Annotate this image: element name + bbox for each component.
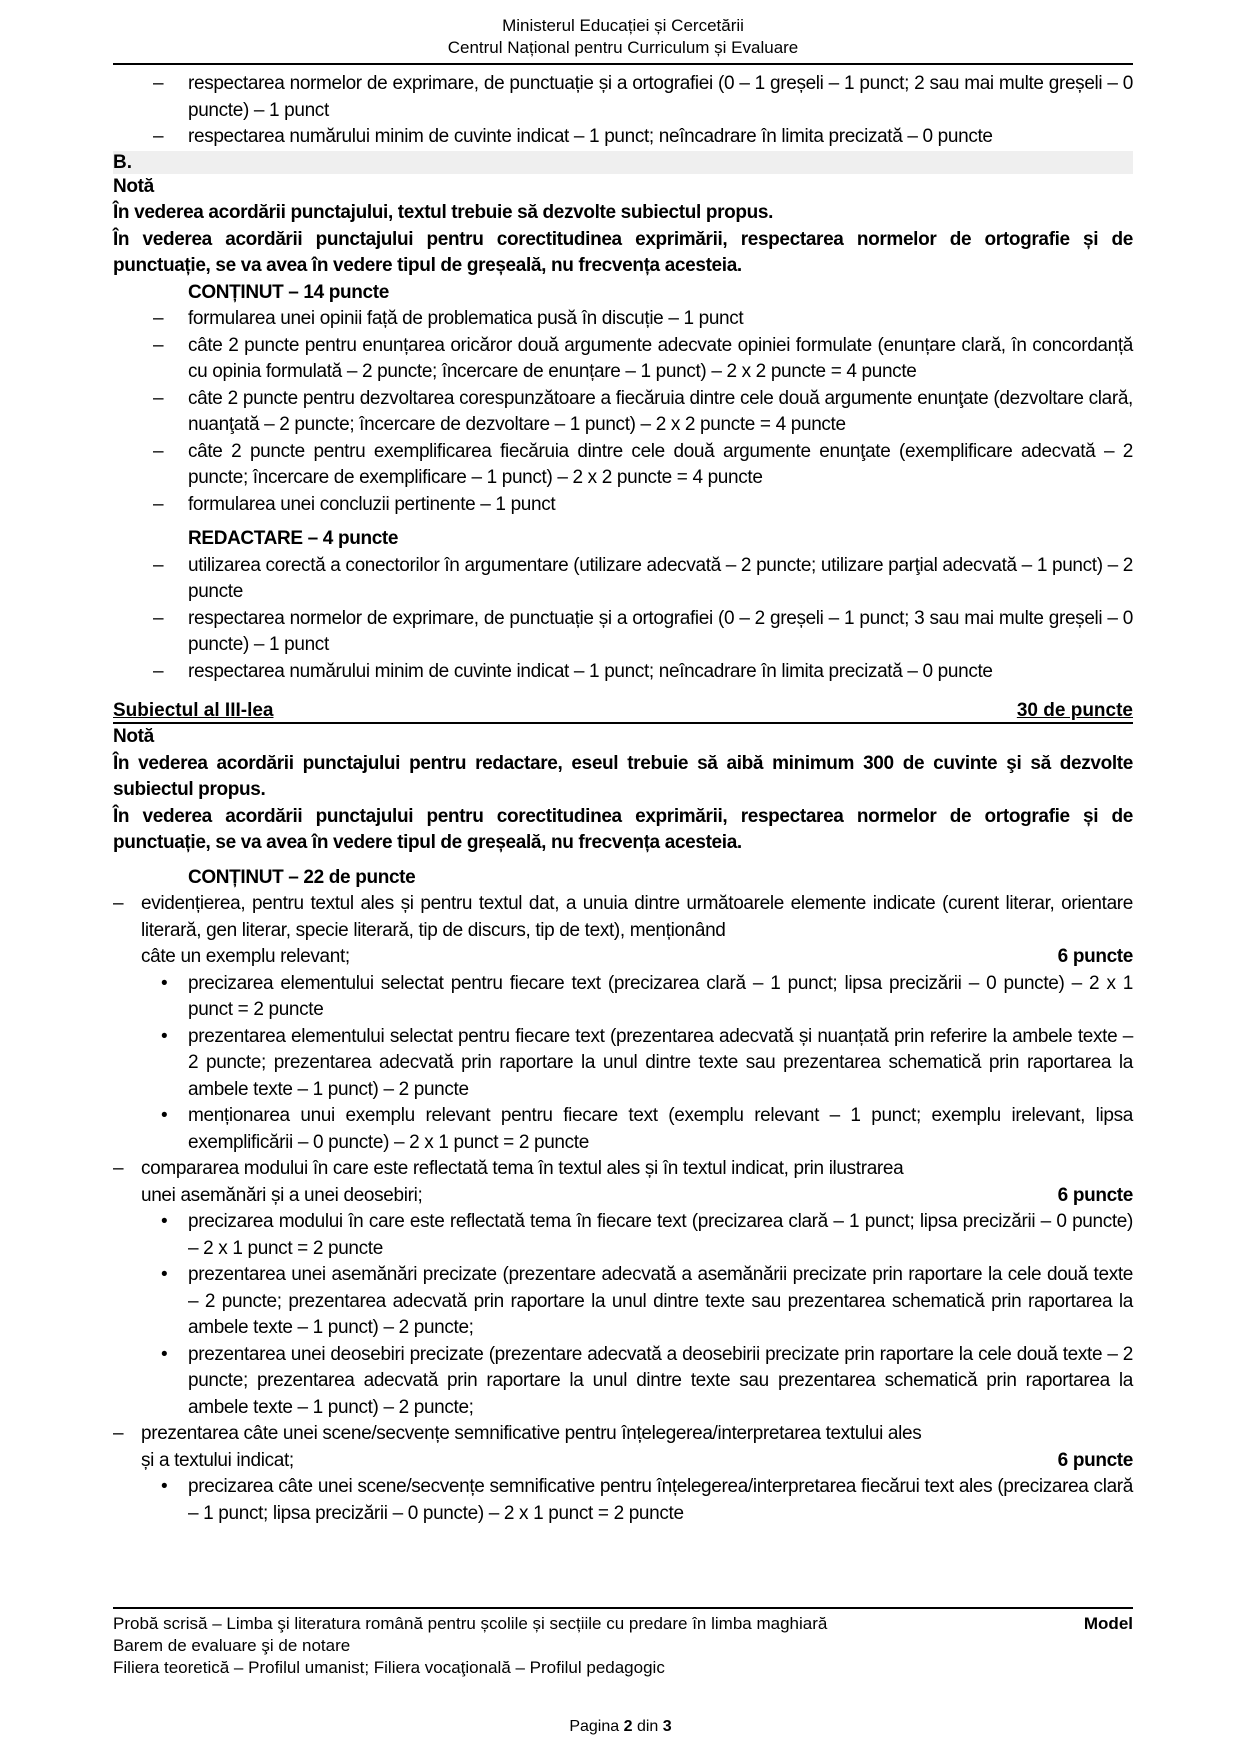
page-header [113,0,1133,59]
page-total: 3 [662,1718,672,1735]
dash-icon: – [153,73,164,94]
bullet-icon: • [161,1343,168,1365]
dash-icon: – [153,554,164,576]
dash-icon: – [153,334,164,356]
nota-text: În vederea acordării punctajului pentru redactare, eseul trebuie să aibă minimum 300 de cuvinte şi să dezvolte subiectul propus. [113,752,1133,800]
list-item: – formularea unei opinii față de problematica pusă în discuție – 1 punct [113,306,1133,333]
sub-item: • prezentarea unei deosebiri precizate (prezentare adecvată a deosebirii precizate prin raportare la cele două texte – 2 puncte; prezentarea adecvată prin raportare la unul dintre texte sau prezentarea schematică prin raportarea la ambele texte – 1 punct) – 2 puncte; [161,1343,1133,1418]
section-b-label: B. [113,151,1133,174]
criterion: – evidențierea, pentru textul ales și pentru textul dat, a unuia dintre următoarele elemente indicate (curent literar, orientare literară, gen literar, specie literară, tip de discurs, tip de text), menționând câte un exemplu relevant; 6 puncte [113,891,1133,971]
sub-item: • precizarea elementului selectat pentru fiecare text (precizarea clară – 1 punct; lipsa precizării – 0 puncte) – 2 x 1 punct = 2 puncte [161,972,1133,1020]
page-number: Pagina 2 din 3 [569,1718,672,1735]
dash-icon: – [153,126,164,147]
header-rule [113,63,1133,65]
bullet-icon: • [161,1211,168,1232]
footer-rule [113,1607,1133,1609]
bullet-icon: • [161,972,168,994]
footer-exam: Probă scrisă – Limba şi literatura română pentru școlile și secțiile cu predare în limba maghiară [113,1614,828,1633]
list-item: – respectarea normelor de exprimare, de punctuație și a ortografiei (0 – 1 greșeli – 1 punct; 2 sau mai multe greșeli – 0 puncte) – 1 punct [153,73,1133,121]
subject-title: Subiectul al III-lea [113,700,274,721]
list-item: – respectarea numărului minim de cuvinte indicat – 1 punct; neîncadrare în limita precizată – 0 puncte [113,659,1133,686]
redactare-heading: REDACTARE – 4 puncte [188,528,399,549]
bullet-icon: • [161,1105,168,1126]
sub-item: • prezentarea unei asemănări precizate (prezentare adecvată a asemănării precizate prin raportare la cele două texte – 2 puncte; prezentarea adecvată prin raportare la unul dintre texte sau prezentarea schematică prin raportarea la ambele texte – 1 punct) – 2 puncte; [161,1264,1133,1338]
header-center: Centrul Național pentru Curriculum și Evaluare [447,38,799,57]
bullet-icon: • [161,1264,168,1285]
footer-barem: Barem de evaluare şi de notare [113,1636,351,1655]
criterion: – compararea modului în care este reflectată tema în textul ales și în textul indicat, prin ilustrarea unei asemănări și a unei deosebiri; 6 puncte [113,1156,1133,1209]
list-item: – respectarea normelor de exprimare, de punctuație și a ortografiei (0 – 2 greșeli – 1 punct; 3 sau mai multe greșeli – 0 puncte) – 1 punct [153,607,1133,655]
dash-icon: – [153,607,164,629]
nota-text: În vederea acordării punctajului, textul trebuie să dezvolte subiectul propus. [113,202,774,223]
header-ministry: Ministerul Educației și Cercetării [502,16,744,35]
dash-icon: – [113,1423,124,1444]
list-item: – câte 2 puncte pentru dezvoltarea corespunzătoare a fiecăruia dintre cele două argumente enunţate (dezvoltare clară, nuanţată – 2 puncte; încercare de dezvoltare – 1 punct) – 2 x 2 puncte = 4 puncte [153,387,1133,435]
footer-profile: Filiera teoretică – Profilul umanist; Filiera vocaţională – Profilul pedagogic [113,1658,665,1677]
dash-icon: – [153,660,164,682]
sub-item: • prezentarea elementului selectat pentru fiecare text (prezentarea adecvată și nuanțată prin referire la ambele texte – 2 puncte; prezentarea adecvată prin raportare la unul dintre texte sau prezentarea schematică prin raportarea la ambele texte – 1 punct) – 2 puncte [161,1025,1133,1100]
top-list [113,71,1133,151]
sub-item: • precizarea modului în care este reflectată tema în fiecare text (precizarea clară – 1 punct; lipsa precizării – 0 puncte) – 2 x 1 punct = 2 puncte [161,1211,1133,1259]
criterion-points: 6 puncte [1057,946,1133,967]
bullet-icon: • [161,1025,168,1047]
page-footer [113,1607,1133,1679]
nota-title: Notă [113,175,154,197]
bullet-icon: • [161,1476,168,1497]
dash-icon: – [153,440,164,462]
subject-3-title [113,699,1133,724]
list-item: – câte 2 puncte pentru enunțarea oricăror două argumente adecvate opiniei formulate (enunțare clară, în concordanță cu opinia formulată – 2 puncte; încercare de enunțare – 1 punct) – 2 x 2 puncte = 4 puncte [153,334,1133,382]
list-item: – utilizarea corectă a conectorilor în argumentare (utilizare adecvată – 2 puncte; utilizare parţial adecvată – 1 punct) – 2 puncte [153,554,1133,602]
list-item: – respectarea numărului minim de cuvinte indicat – 1 punct; neîncadrare în limita precizată – 0 puncte [113,124,1133,151]
dash-icon: – [153,493,164,515]
criterion-points: 6 puncte [1057,1184,1133,1206]
page-current: 2 [623,1718,633,1735]
sub-item: • precizarea câte unei scene/secvențe semnificative pentru înțelegerea/interpretarea fiecărui text ales (precizarea clară – 1 punct; lipsa precizării – 0 puncte) – 2 x 1 punct = 2 puncte [161,1476,1133,1524]
sub-item: • menționarea unui exemplu relevant pentru fiecare text (exemplu relevant – 1 punct; exemplu irelevant, lipsa exemplificării – 0 puncte) – 2 x 1 punct = 2 puncte [161,1105,1133,1153]
continut-heading: CONȚINUT – 14 puncte [188,281,389,303]
criterion-points: 6 puncte [1057,1449,1133,1471]
dash-icon: – [113,1158,124,1179]
nota-text: În vederea acordării punctajului pentru corectitudinea exprimării, respectarea normelor de ortografie și de punctuație, se va avea în vedere tipul de greșeală, nu frecvența acesteia. [113,228,1133,276]
criterion: – prezentarea câte unei scene/secvențe semnificative pentru înțelegerea/interpretarea textului ales și a textului indicat; 6 puncte [113,1421,1133,1474]
list-item: – formularea unei concluzii pertinente – 1 punct [113,492,1133,519]
list-item: – câte 2 puncte pentru exemplificarea fiecăruia dintre cele două argumente enunţate (exemplificare adecvată – 2 puncte; încercare de exemplificare – 1 punct) – 2 x 2 puncte = 4 puncte [153,440,1133,488]
dash-icon: – [153,387,164,409]
section-b [113,174,1133,686]
document-page [113,0,1133,1527]
subject-3 [113,724,1133,1527]
dash-icon: – [153,308,164,329]
footer-model: Model [1083,1614,1133,1633]
dash-icon: – [113,893,124,914]
nota-text: În vederea acordării punctajului pentru corectitudinea exprimării, respectarea normelor de ortografie și de punctuație, se va avea în vedere tipul de greșeală, nu frecvența acesteia. [113,805,1133,853]
continut-heading: CONȚINUT – 22 de puncte [188,866,416,888]
subject-points: 30 de puncte [1016,700,1133,721]
nota-title: Notă [113,726,154,747]
